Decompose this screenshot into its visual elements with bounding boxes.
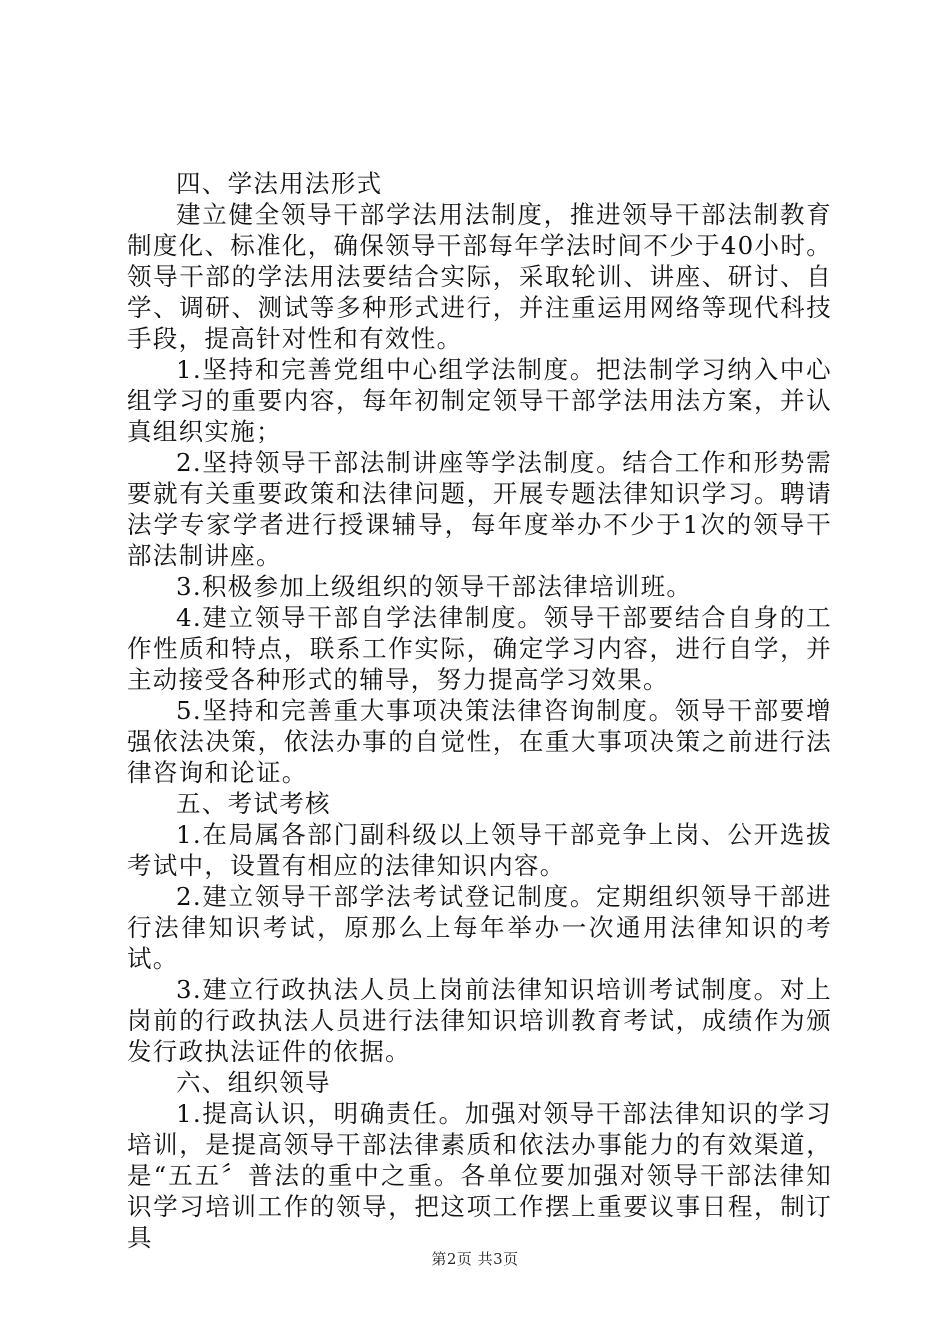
list-item: 5.坚持和完善重大事项决策法律咨询制度。领导干部要增强依法决策，依法办事的自觉性，在重大事项决策之前进行法律咨询和论证。 <box>127 696 832 787</box>
paragraph: 建立健全领导干部学法用法制度，推进领导干部法制教育制度化、标准化，确保领导干部每年学法时间不少于40小时。领导干部的学法用法要结合实际，采取轮训、讲座、研讨、自学、调研、测试等多种形式进行，并注重运用网络等现代科技手段，提高针对性和有效性。 <box>127 200 832 353</box>
document-body <box>127 168 832 1253</box>
list-item: 2.建立领导干部学法考试登记制度。定期组织领导干部进行法律知识考试，原那么上每年举办一次通用法律知识的考试。 <box>127 882 832 973</box>
section-heading-5: 五、考试考核 <box>176 789 331 818</box>
section-heading-6: 六、组织领导 <box>176 1068 331 1097</box>
list-item: 1.在局属各部门副科级以上领导干部竞争上岗、公开选拔考试中，设置有相应的法律知识内容。 <box>127 820 832 880</box>
page-footer: 第2页 共3页 <box>431 1250 519 1268</box>
list-item: 1.提高认识，明确责任。加强对领导干部法律知识的学习培训，是提高领导干部法律素质和依法办事能力的有效渠道，是“五五〞普法的重中之重。各单位要加强对领导干部法律知识学习培训工作的领导，把这项工作摆上重要议事日程，制订具 <box>127 1099 832 1252</box>
list-item: 1.坚持和完善党组中心组学法制度。把法制学习纳入中心组学习的重要内容，每年初制定领导干部学法用法方案，并认真组织实施； <box>127 355 832 446</box>
list-item: 3.积极参加上级组织的领导干部法律培训班。 <box>176 572 693 601</box>
list-item: 4.建立领导干部自学法律制度。领导干部要结合自身的工作性质和特点，联系工作实际，确定学习内容，进行自学，并主动接受各种形式的辅导，努力提高学习效果。 <box>127 603 832 694</box>
list-item: 2.坚持领导干部法制讲座等学法制度。结合工作和形势需要就有关重要政策和法律问题，开展专题法律知识学习。聘请法学专家学者进行授课辅导，每年度举办不少于1次的领导干部法制讲座。 <box>127 448 832 570</box>
list-item: 3.建立行政执法人员上岗前法律知识培训考试制度。对上岗前的行政执法人员进行法律知识培训教育考试，成绩作为颁发行政执法证件的依据。 <box>127 975 832 1066</box>
section-heading-4: 四、学法用法形式 <box>176 169 383 198</box>
